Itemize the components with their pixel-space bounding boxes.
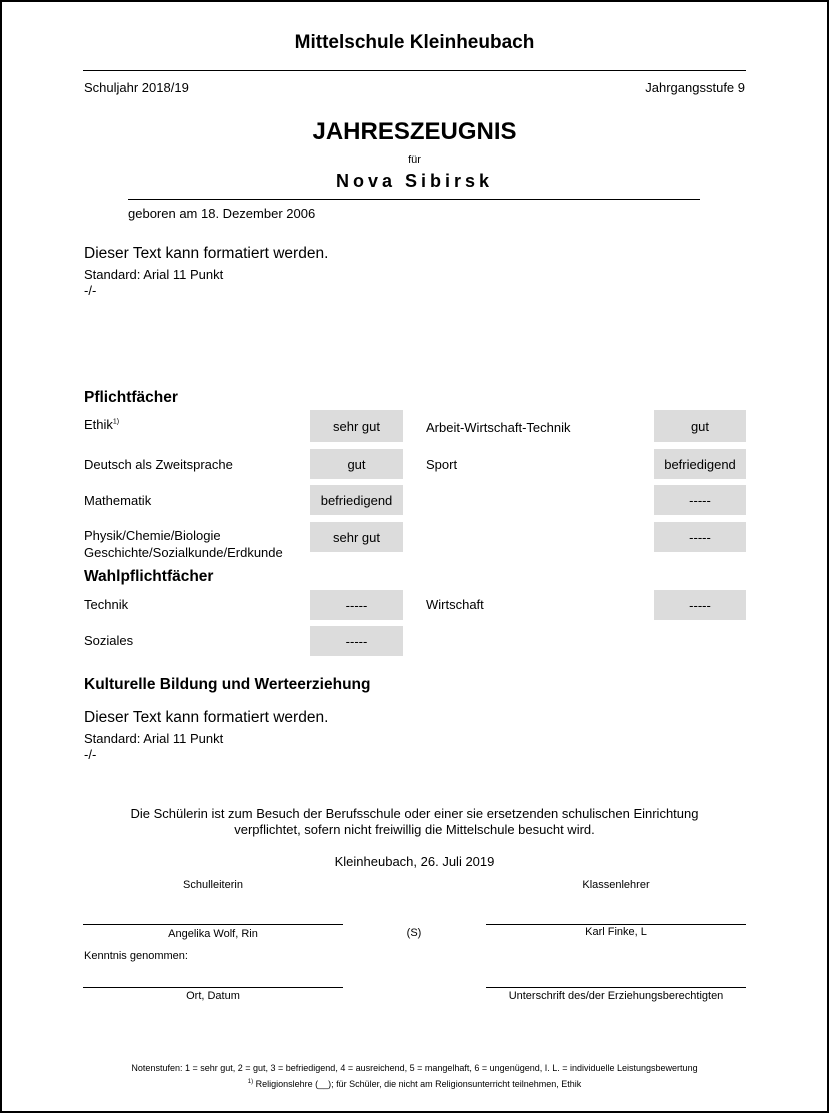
subject-technik: Technik (84, 597, 129, 612)
fuer-label: für (408, 154, 421, 166)
intro-text-line2: Standard: Arial 11 Punkt (84, 267, 224, 282)
grade-scale-note: Notenstufen: 1 = sehr gut, 2 = gut, 3 = befriedigend, 4 = ausreichend, 5 = mangelhaft, 6 = ungenügend, I. L. = individuelle Leistungsbewertung (131, 1063, 698, 1073)
remark-line2: verpflichtet, sofern nicht freiwillig die Mittelschule besucht wird. (234, 822, 595, 837)
subject-pcb: Physik/Chemie/Biologie (84, 528, 221, 543)
section-pflichtfaecher: Pflichtfächer (84, 389, 178, 406)
seal-marker: (S) (406, 927, 422, 939)
place-date: Kleinheubach, 26. Juli 2019 (334, 854, 495, 869)
header-rule (83, 70, 746, 71)
kenntnis-genommen: Kenntnis genommen: (84, 950, 188, 962)
ort-datum-label: Ort, Datum (186, 990, 240, 1002)
guardian-signature-label: Unterschrift des/der Erziehungsberechtigten (508, 990, 724, 1002)
intro-text-line1: Dieser Text kann formatiert werden. (84, 245, 329, 262)
name-schulleiterin: Angelika Wolf, Rin (168, 928, 258, 940)
subject-sport: Sport (426, 457, 458, 472)
grade-ethik: sehr gut (310, 410, 403, 442)
section-kulturelle-bildung: Kulturelle Bildung und Werteerziehung (84, 676, 371, 693)
kultur-text-line1: Dieser Text kann formatiert werden. (84, 709, 329, 726)
school-year: Schuljahr 2018/19 (84, 80, 189, 95)
grade-level: Jahrgangsstufe 9 (645, 80, 745, 95)
remark-line1: Die Schülerin ist zum Besuch der Berufsschule oder einer sie ersetzenden schulischen Einrichtung (130, 806, 699, 821)
section-wahlpflichtfaecher: Wahlpflichtfächer (84, 568, 214, 585)
subject-mathematik: Mathematik (84, 493, 152, 508)
subject-soziales: Soziales (84, 633, 134, 648)
religion-note-marker: 1) (247, 1079, 254, 1085)
kultur-text-line2: Standard: Arial 11 Punkt (84, 731, 224, 746)
grade-pcb-gse: sehr gut (310, 522, 403, 552)
footnote-marker: 1) (112, 418, 120, 426)
subject-wirtschaft: Wirtschaft (426, 597, 484, 612)
signature-line-left (83, 924, 343, 925)
subject-gse: Geschichte/Sozialkunde/Erdkunde (84, 545, 283, 560)
grade-technik: ----- (310, 590, 403, 620)
grade-empty-1: ----- (654, 485, 746, 515)
school-name: Mittelschule Kleinheubach (294, 32, 535, 53)
kultur-text-line3: -/- (84, 747, 97, 762)
signature-line-right (486, 924, 746, 925)
subject-daz: Deutsch als Zweitsprache (84, 457, 233, 472)
religion-note: $^{1)}$ Religionslehre (__); für Schüler, die nicht am Religionsunterricht teilnehmen, Ethik (247, 1079, 582, 1089)
intro-text-line3: -/- (84, 283, 97, 298)
grade-awt: gut (654, 410, 746, 442)
subject-ethik: Ethik$^{1)}$ (84, 417, 120, 432)
grade-wirtschaft: ----- (654, 590, 746, 620)
subject-awt: Arbeit-Wirtschaft-Technik (426, 420, 571, 435)
guardian-line (486, 987, 746, 988)
birth-date: geboren am 18. Dezember 2006 (128, 206, 316, 221)
grade-empty-2: ----- (654, 522, 746, 552)
name-klassenlehrer: Karl Finke, L (585, 926, 647, 938)
student-name: Nova Sibirsk (335, 171, 494, 191)
role-schulleiterin: Schulleiterin (183, 879, 243, 891)
grade-soziales: ----- (310, 626, 403, 656)
role-klassenlehrer: Klassenlehrer (582, 879, 650, 891)
document-title: JAHRESZEUGNIS (312, 118, 517, 145)
grade-daz: gut (310, 449, 403, 479)
grade-sport: befriedigend (654, 449, 746, 479)
grade-mathematik: befriedigend (310, 485, 403, 515)
name-rule (128, 199, 700, 200)
ort-datum-line (83, 987, 343, 988)
